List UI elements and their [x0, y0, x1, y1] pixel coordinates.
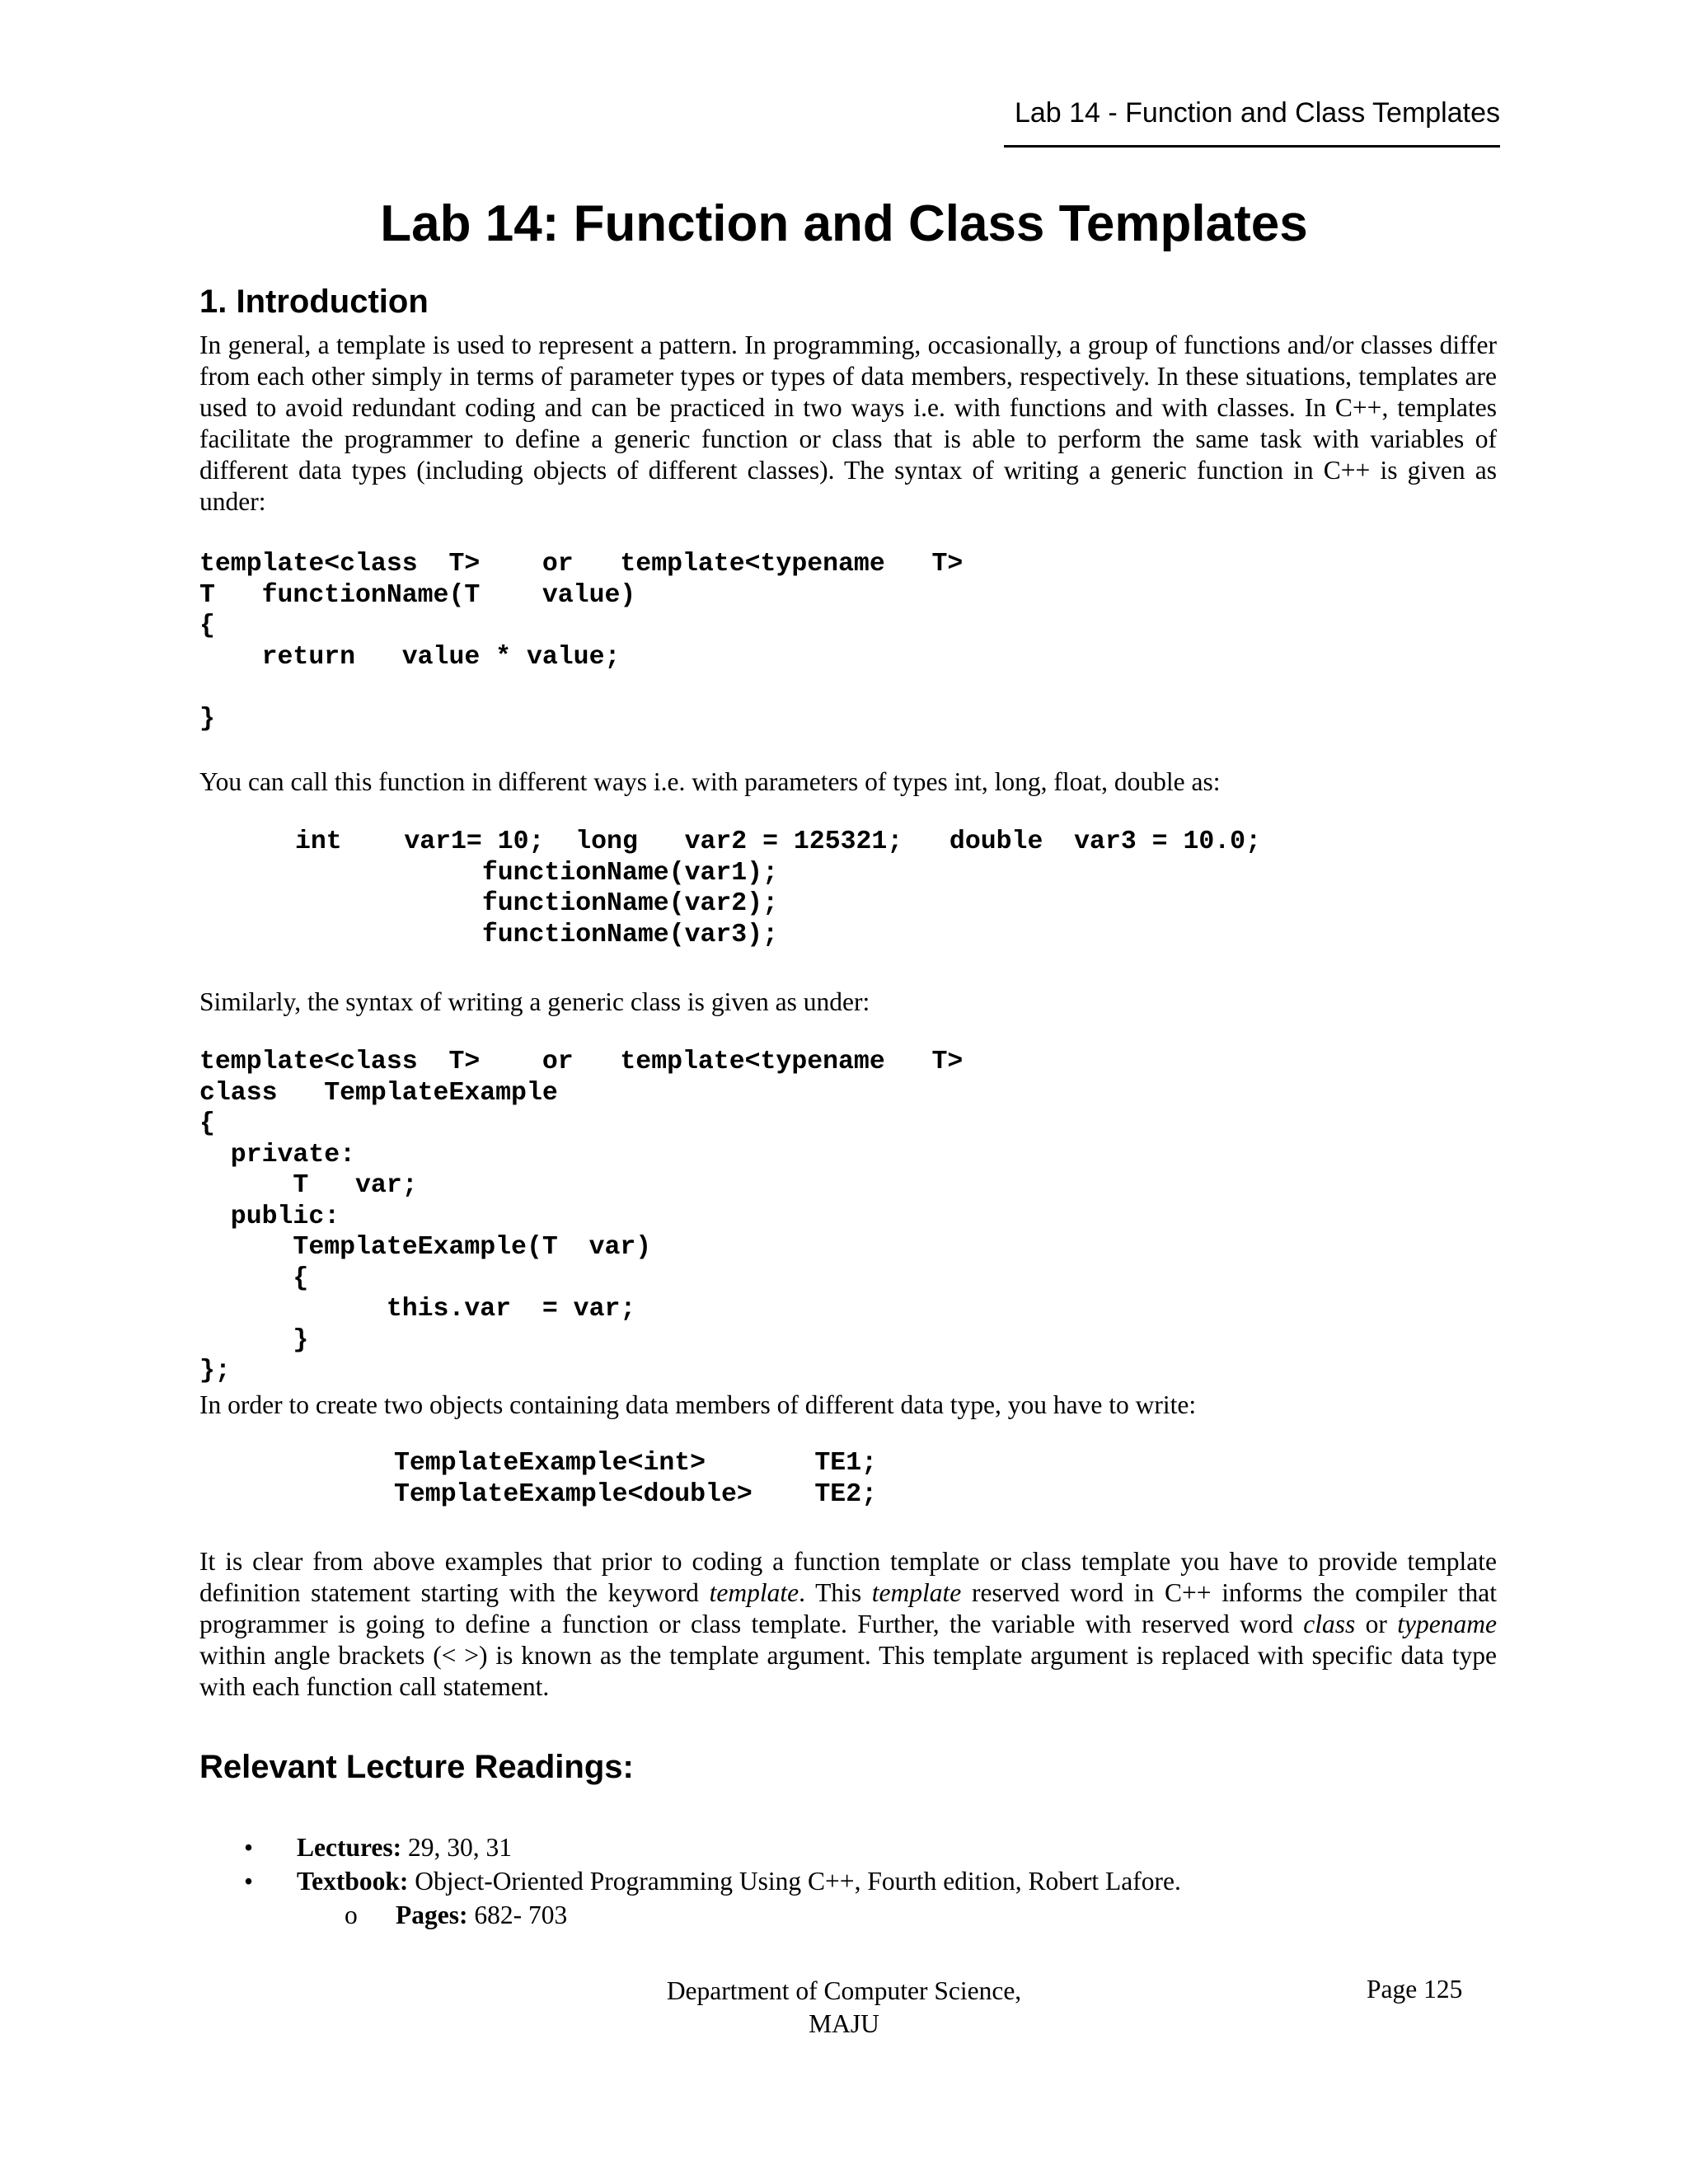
objects-description: In order to create two objects containing data members of different data type, you have to write: — [199, 1390, 1197, 1419]
function-template-code: template<class T> or template<typename T> T functionName(T value) { return value * value; } — [199, 550, 964, 733]
footer-page-number: Page 125 — [1367, 1975, 1463, 2004]
page-title: Lab 14: Function and Class Templates — [380, 195, 1308, 252]
class-template-code: template<class T> or template<typename T> class TemplateExample { private: T var; public: TemplateExample(T var) { this.var = var; } }; — [199, 1047, 964, 1385]
readings-list — [199, 1830, 1181, 1932]
keyword-class: class — [1303, 1610, 1356, 1638]
sub-bullet-icon: o — [345, 1900, 358, 1929]
list-item-textbook: • Textbook: Object-Oriented Programming Using C++, Fourth edition, Robert Lafore. — [199, 1864, 1181, 1898]
call-description: You can call this function in different ways i.e. with parameters of types int, long, float, double as: — [199, 767, 1221, 796]
function-call-code: int var1= 10; long var2 = 125321; double var3 = 10.0; functionName(var1); functionName(var2); functionName(var3); — [295, 827, 1261, 949]
keyword-typename: typename — [1397, 1610, 1497, 1638]
keyword-template-2: template — [871, 1578, 962, 1607]
footer-department: Department of Computer Science, MAJU — [666, 1976, 1022, 2038]
section-heading-readings: Relevant Lecture Readings: — [199, 1749, 634, 1785]
list-item-pages: o Pages: 682- 703 — [199, 1898, 1181, 1932]
section-heading-introduction: 1. Introduction — [199, 284, 429, 320]
keyword-template: template — [709, 1578, 799, 1607]
list-item-lectures: • Lectures: 29, 30, 31 — [199, 1830, 1181, 1864]
closing-paragraph: It is clear from above examples that prior to coding a function template or class template you have to provide template definition statement starting with the keyword template. This template reserved word in C++ informs the compiler that programmer is going to define a function or class template. Further, the variable with reserved word class or typename within angle brackets (< >) is known as the template argument. This template argument is replaced with specific data type with each function call statement. — [199, 1547, 1497, 1701]
bullet-icon: • — [244, 1867, 254, 1896]
header-rule — [1004, 145, 1500, 148]
intro-paragraph: In general, a template is used to represent a pattern. In programming, occasionally, a group of functions and/or classes differ from each other simply in terms of parameter types or types of data members, respectively. In these situations, templates are used to avoid redundant coding and can be practiced in two ways i.e. with functions and with classes. In C++, templates facilitate the programmer to define a generic function or class that is able to perform the same task with variables of different data types (including objects of different classes). The syntax of writing a generic function in C++ is given as under: — [199, 330, 1497, 516]
class-description: Similarly, the syntax of writing a generic class is given as under: — [199, 987, 870, 1016]
bullet-icon: • — [244, 1833, 254, 1862]
object-declaration-code: TemplateExample<int> TE1; TemplateExample<double> TE2; — [394, 1449, 877, 1509]
running-header: Lab 14 - Function and Class Templates — [1014, 97, 1500, 129]
